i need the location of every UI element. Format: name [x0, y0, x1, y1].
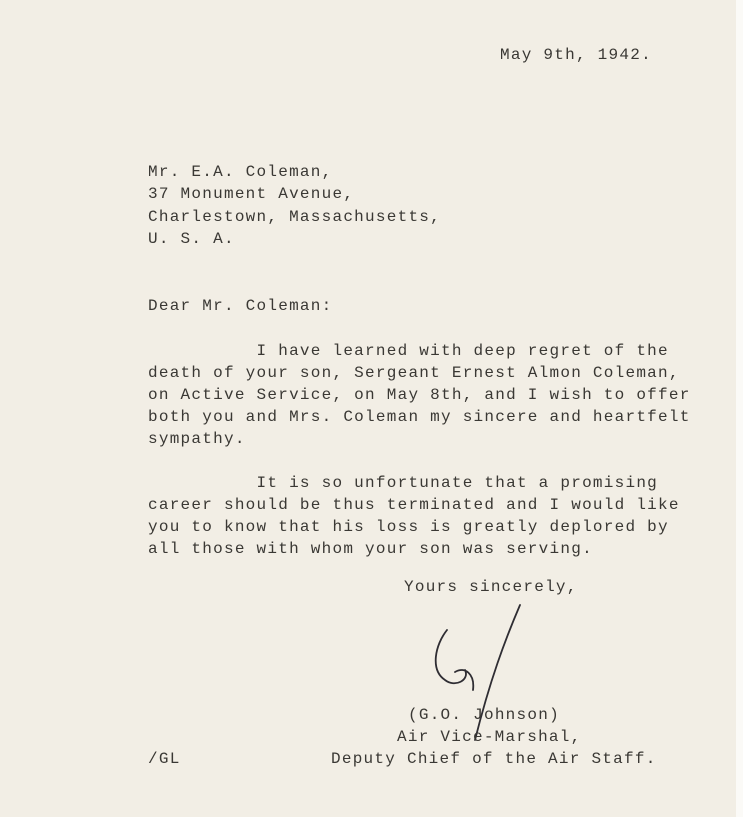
paragraph-line: both you and Mrs. Coleman my sincere and heartfelt — [148, 408, 691, 426]
address-line: Charlestown, Massachusetts, — [148, 208, 441, 226]
paragraph-line: I have learned with deep regret of the — [148, 342, 669, 360]
paragraph-line: death of your son, Sergeant Ernest Almon Coleman, — [148, 364, 680, 382]
paragraph-line: you to know that his loss is greatly deplored by — [148, 518, 669, 536]
address-line: U. S. A. — [148, 230, 235, 248]
paragraph-line: all those with whom your son was serving. — [148, 540, 593, 558]
paragraph-line: on Active Service, on May 8th, and I wish to offer — [148, 386, 691, 404]
paragraph-line: It is so unfortunate that a promising — [148, 474, 659, 492]
signatory-name: (G.O. Johnson) — [408, 706, 560, 724]
address-line: 37 Monument Avenue, — [148, 185, 355, 203]
reference-initials: /GL — [148, 750, 181, 768]
letter-date: May 9th, 1942. — [500, 46, 652, 64]
paragraph-line: career should be thus terminated and I would like — [148, 496, 680, 514]
closing: Yours sincerely, — [404, 578, 578, 596]
address-line: Mr. E.A. Coleman, — [148, 163, 333, 181]
paragraph-line: sympathy. — [148, 430, 246, 448]
salutation: Dear Mr. Coleman: — [148, 297, 333, 315]
signatory-rank: Air Vice-Marshal, — [397, 728, 582, 746]
signatory-title: Deputy Chief of the Air Staff. — [331, 750, 657, 768]
